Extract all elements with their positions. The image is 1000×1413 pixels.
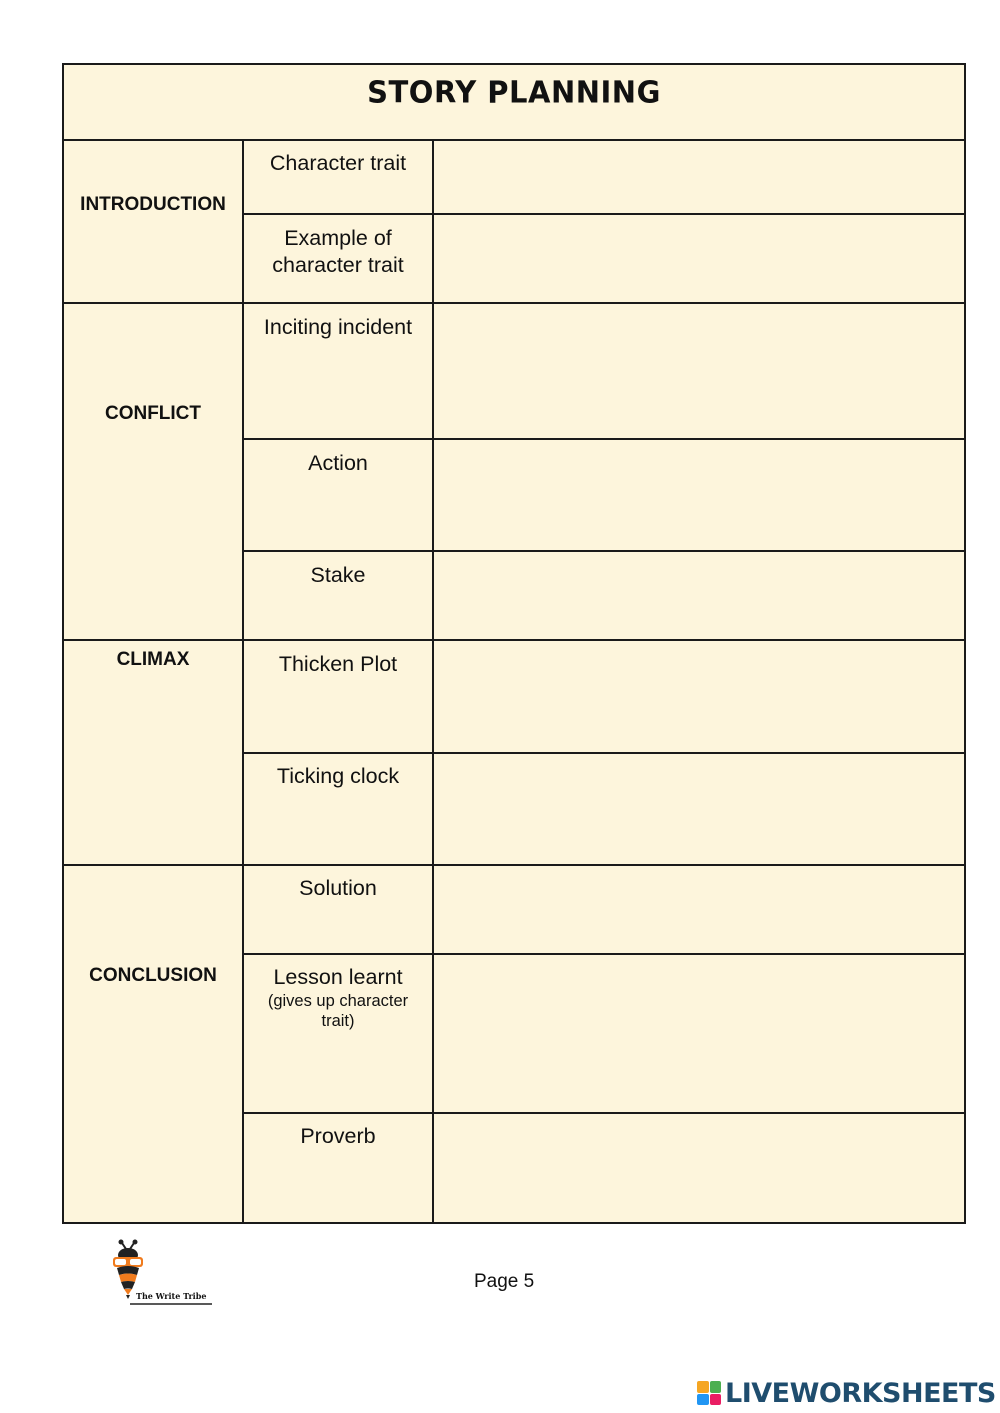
answer-lesson-learnt[interactable]	[434, 955, 964, 1112]
story-planning-table	[62, 63, 966, 1224]
answer-ticking-clock[interactable]	[434, 754, 964, 864]
liveworksheets-logo-icon	[697, 1381, 721, 1405]
page-number: Page 5	[474, 1271, 535, 1292]
label-lesson-learnt-text: Lesson learnt	[273, 965, 403, 989]
page-title: STORY PLANNING	[367, 74, 661, 110]
label-action: Action	[308, 451, 368, 475]
answer-solution[interactable]	[434, 866, 964, 953]
label-example-line1: Example of	[284, 226, 392, 250]
answer-thicken-plot[interactable]	[434, 641, 964, 752]
answer-example-of-character-trait[interactable]	[434, 215, 964, 302]
label-ticking-clock: Ticking clock	[276, 764, 400, 788]
title-row	[64, 65, 964, 141]
answer-inciting-incident[interactable]	[434, 304, 964, 438]
label-solution: Solution	[299, 876, 377, 900]
label-lesson-note: (gives up character trait)	[267, 992, 409, 1030]
brand-name: LIVEWORKSHEETS	[725, 1377, 996, 1409]
section-introduction: INTRODUCTION	[80, 194, 226, 215]
label-thicken-plot: Thicken Plot	[278, 652, 398, 676]
answer-proverb[interactable]	[434, 1114, 964, 1224]
section-conflict: CONFLICT	[104, 403, 202, 424]
answer-action[interactable]	[434, 440, 964, 550]
label-example-of-character-trait	[244, 225, 432, 279]
section-climax: CLIMAX	[116, 649, 190, 670]
label-lesson-learnt	[244, 964, 432, 1031]
answer-stake[interactable]	[434, 552, 964, 639]
logo-text: The Write Tribe	[136, 1291, 207, 1301]
write-tribe-logo	[108, 1237, 218, 1309]
label-stake: Stake	[310, 563, 366, 587]
section-conclusion: CONCLUSION	[89, 965, 217, 986]
label-proverb: Proverb	[300, 1124, 376, 1148]
label-inciting-incident: Inciting incident	[263, 315, 413, 339]
liveworksheets-brand	[697, 1376, 996, 1410]
label-example-line2: character trait	[272, 253, 404, 277]
label-character-trait: Character trait	[269, 151, 407, 175]
answer-character-trait[interactable]	[434, 139, 964, 213]
